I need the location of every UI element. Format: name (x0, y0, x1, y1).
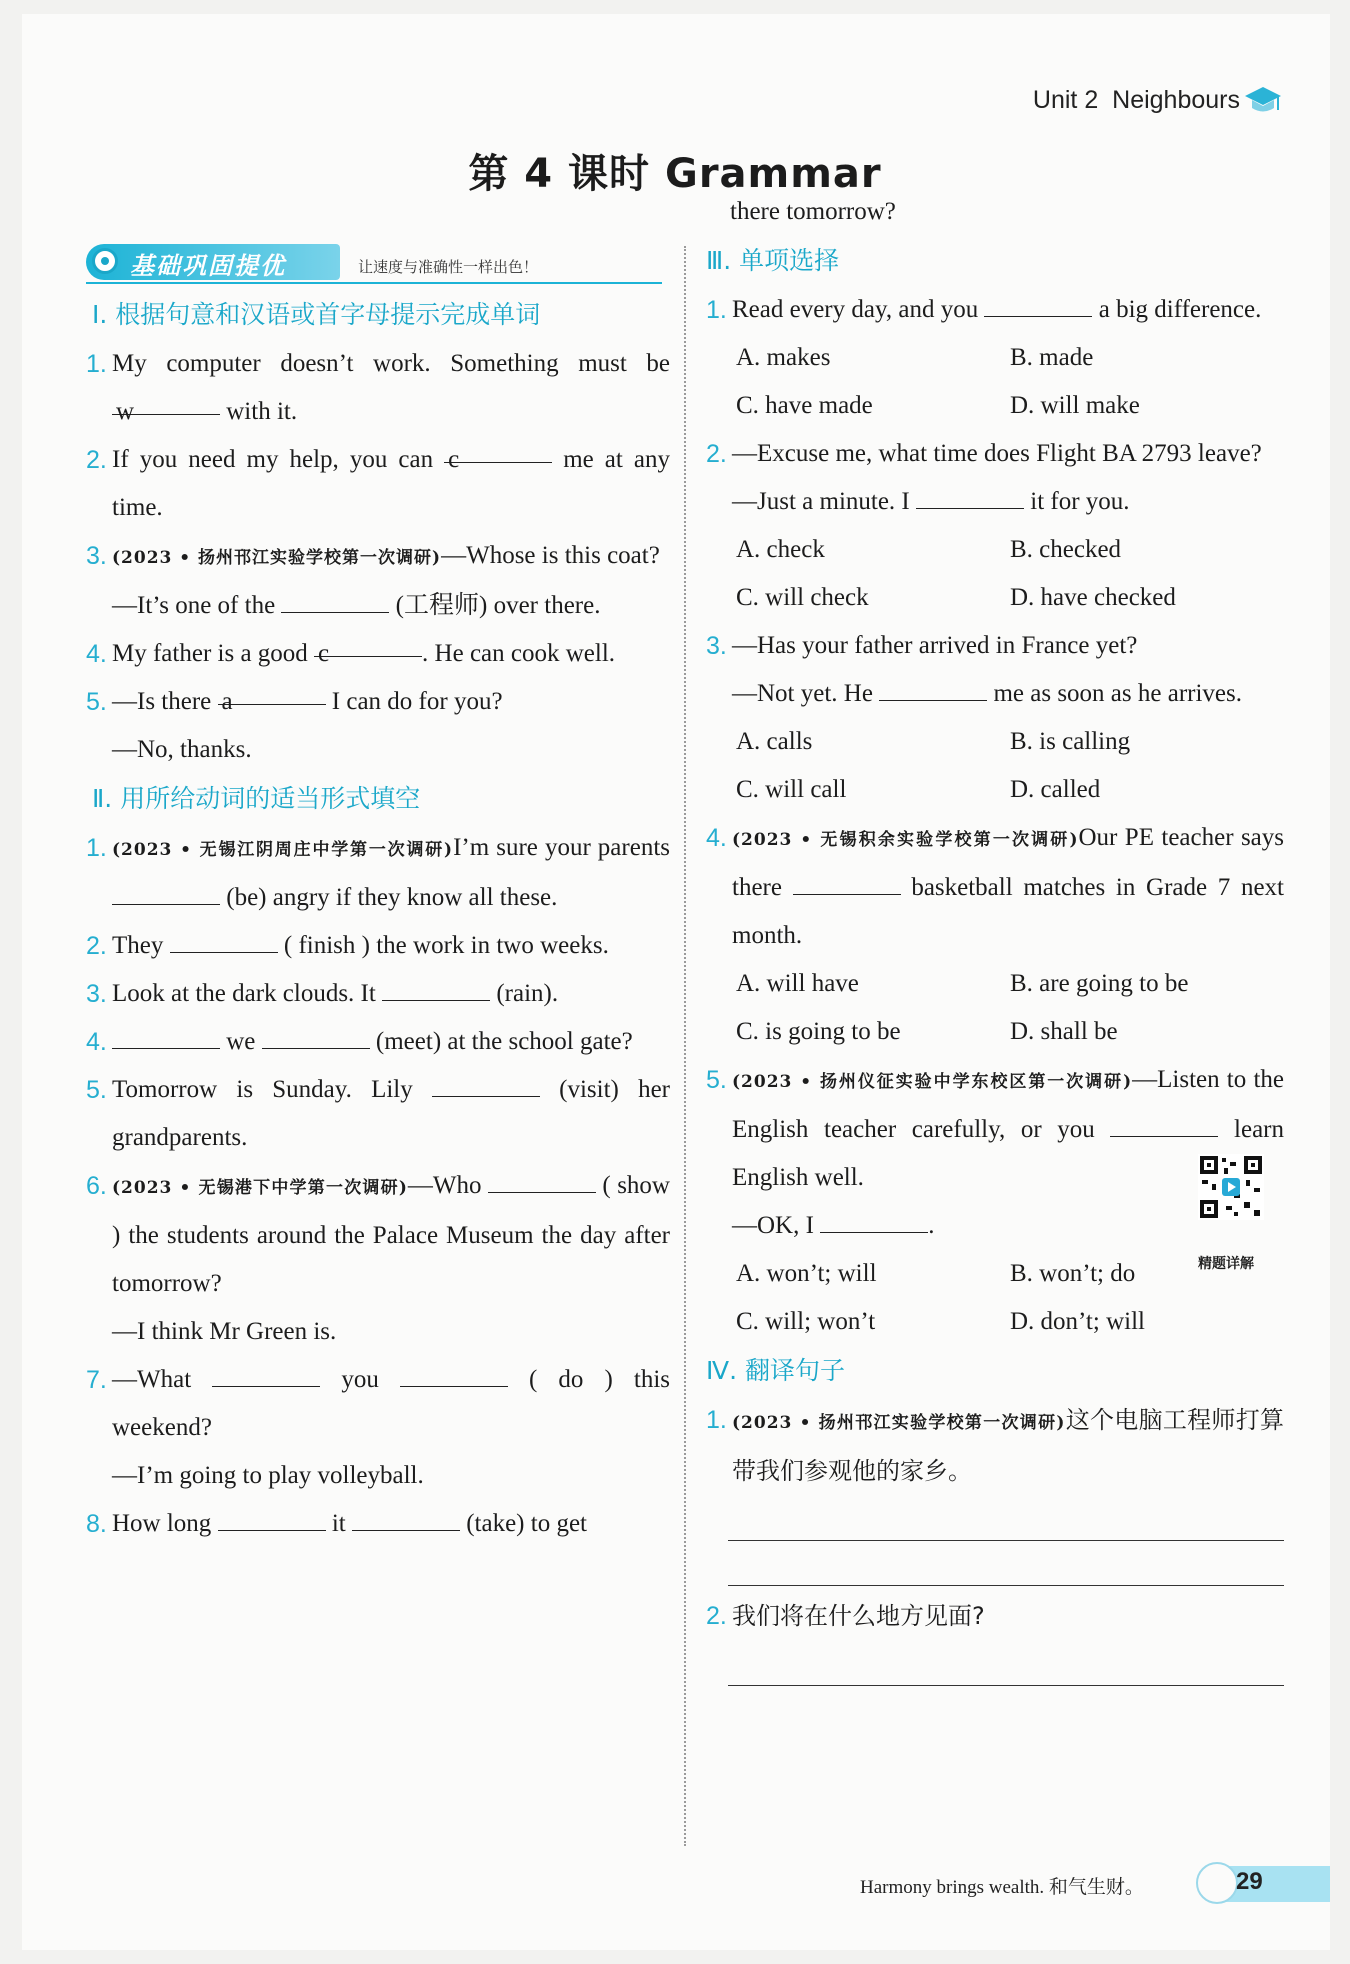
question: 4. (2023 • 无锡积余实验学校第一次调研)Our PE teacher says there basketball matches in Grade 7 next month. (706, 824, 1284, 949)
option[interactable]: B. made (1010, 344, 1094, 371)
section-4-heading: Ⅳ. 翻译句子 (706, 1356, 845, 1385)
option[interactable]: B. won’t; do (1010, 1260, 1136, 1287)
section-2-heading: Ⅱ. 用所给动词的适当形式填空 (92, 784, 421, 813)
right-column (706, 188, 1284, 1686)
option[interactable]: C. will check (736, 584, 869, 611)
question-continued: there tomorrow? (730, 198, 896, 225)
question: 5. Tomorrow is Sunday. Lily (visit) her grandparents. (86, 1066, 670, 1162)
option[interactable]: D. don’t; will (1010, 1308, 1145, 1335)
graduation-cap-icon (1244, 84, 1282, 116)
page-number: 29 (1236, 1868, 1263, 1895)
question: 5. —Is there a I can do for you? —No, thanks. (86, 678, 670, 774)
section-3-heading: Ⅲ. 单项选择 (706, 246, 840, 275)
question: 1. (2023 • 无锡江阴周庄中学第一次调研)I’m sure your parents (be) angry if they know all these. (86, 834, 671, 911)
answer-blank[interactable] (112, 1022, 220, 1049)
question: 5. (2023 • 扬州仪征实验中学东校区第一次调研)—Listen to the English teacher carefully, or you learn English well. —OK, I . 精题详解 (706, 1056, 1284, 1250)
unit-header: Unit 2 Neighbours (1032, 86, 1240, 114)
footer-motto: Harmony brings wealth. 和气生财。 (860, 1877, 1144, 1898)
options (706, 718, 1284, 814)
answer-blank[interactable] (820, 1206, 928, 1233)
section-1-heading: Ⅰ. 根据句意和汉语或首字母提示完成单词 (92, 300, 541, 329)
answer-blank[interactable] (400, 1360, 508, 1387)
option[interactable]: B. checked (1010, 536, 1122, 563)
answer-blank[interactable] (488, 1166, 596, 1193)
options (706, 960, 1284, 1056)
option[interactable]: C. will; won’t (736, 1308, 876, 1335)
option[interactable]: A. will have (736, 970, 859, 997)
question: 3. Look at the dark clouds. It (rain). (86, 970, 670, 1018)
answer-blank[interactable] (170, 926, 278, 953)
question: 1. My computer doesn’t work. Something must be w with it. (86, 350, 670, 425)
answer-blank[interactable] (218, 1504, 326, 1531)
option[interactable]: A. calls (736, 728, 813, 755)
lesson-title: 第 4 课时 Grammar (468, 151, 882, 197)
answer-blank[interactable] (984, 290, 1092, 317)
answer-blank[interactable] (112, 878, 220, 905)
option[interactable]: B. is calling (1010, 728, 1131, 755)
answer-blank[interactable] (212, 1360, 320, 1387)
page-number-badge (1196, 1862, 1330, 1906)
question: 2. 我们将在什么地方见面? (706, 1602, 985, 1630)
answer-blank[interactable] (1110, 1110, 1218, 1137)
qr-code-icon (1198, 1154, 1264, 1220)
section-banner: 基础巩固提优 让速度与准确性一样出色！ (86, 240, 670, 286)
option[interactable]: D. will make (1010, 392, 1140, 419)
left-column (86, 240, 670, 1548)
options (706, 526, 1284, 622)
option[interactable]: C. is going to be (736, 1018, 901, 1045)
answer-blank[interactable] (281, 586, 389, 613)
answer-blank[interactable] (262, 1022, 370, 1049)
option[interactable]: D. shall be (1010, 1018, 1118, 1045)
option[interactable]: A. won’t; will (736, 1260, 877, 1287)
question: 3. —Has your father arrived in France yet? —Not yet. He me as soon as he arrives. (706, 632, 1242, 707)
option[interactable]: A. makes (736, 344, 831, 371)
question: 1. (2023 • 扬州邗江实验学校第一次调研)这个电脑工程师打算带我们参观他的家乡。 (706, 1406, 1285, 1485)
option[interactable]: D. called (1010, 776, 1101, 803)
question: 1. Read every day, and you a big difference. (706, 286, 1284, 334)
options (706, 334, 1284, 430)
answer-blank[interactable] (879, 674, 987, 701)
question: 4. we (meet) at the school gate? (86, 1018, 670, 1066)
question: 4. My father is a good c . He can cook well. (86, 630, 670, 678)
answer-blank[interactable] (352, 1504, 460, 1531)
option[interactable]: D. have checked (1010, 584, 1176, 611)
answer-line[interactable] (728, 1496, 1284, 1541)
column-divider (684, 246, 686, 1846)
question: 2. They ( finish ) the work in two weeks. (86, 922, 670, 970)
question: 3. (2023 • 扬州邗江实验学校第一次调研)—Whose is this coat? —It’s one of the (工程师) over there. (86, 542, 660, 619)
option[interactable]: C. will call (736, 776, 847, 803)
answer-blank[interactable]: a (218, 678, 326, 705)
question: 8. How long it (take) to get (86, 1500, 670, 1548)
answer-blank[interactable] (793, 868, 901, 895)
answer-blank[interactable]: c (444, 436, 552, 463)
question: 2. —Excuse me, what time does Flight BA 2793 leave? —Just a minute. I it for you. (706, 440, 1262, 515)
answer-line[interactable] (728, 1641, 1284, 1686)
answer-blank[interactable] (432, 1070, 540, 1097)
question: 6. (2023 • 无锡港下中学第一次调研)—Who ( show ) the students around the Palace Museum the day after tomorrow? —I think Mr Green is. (86, 1162, 670, 1356)
answer-blank[interactable] (916, 482, 1024, 509)
target-icon (92, 248, 118, 274)
answer-blank[interactable] (382, 974, 490, 1001)
option[interactable]: C. have made (736, 392, 873, 419)
option[interactable]: A. check (736, 536, 825, 563)
question: 2. If you need my help, you can c me at any time. (86, 436, 670, 532)
answer-line[interactable] (728, 1541, 1284, 1586)
qr-code[interactable]: 精题详解 (1198, 1154, 1282, 1288)
answer-blank[interactable]: c (314, 630, 422, 657)
question: 7. —What you ( do ) this weekend? —I’m going to play volleyball. (86, 1356, 670, 1500)
option[interactable]: B. are going to be (1010, 970, 1189, 997)
answer-blank[interactable]: w (112, 388, 220, 415)
spiral-icon (1196, 1862, 1238, 1904)
